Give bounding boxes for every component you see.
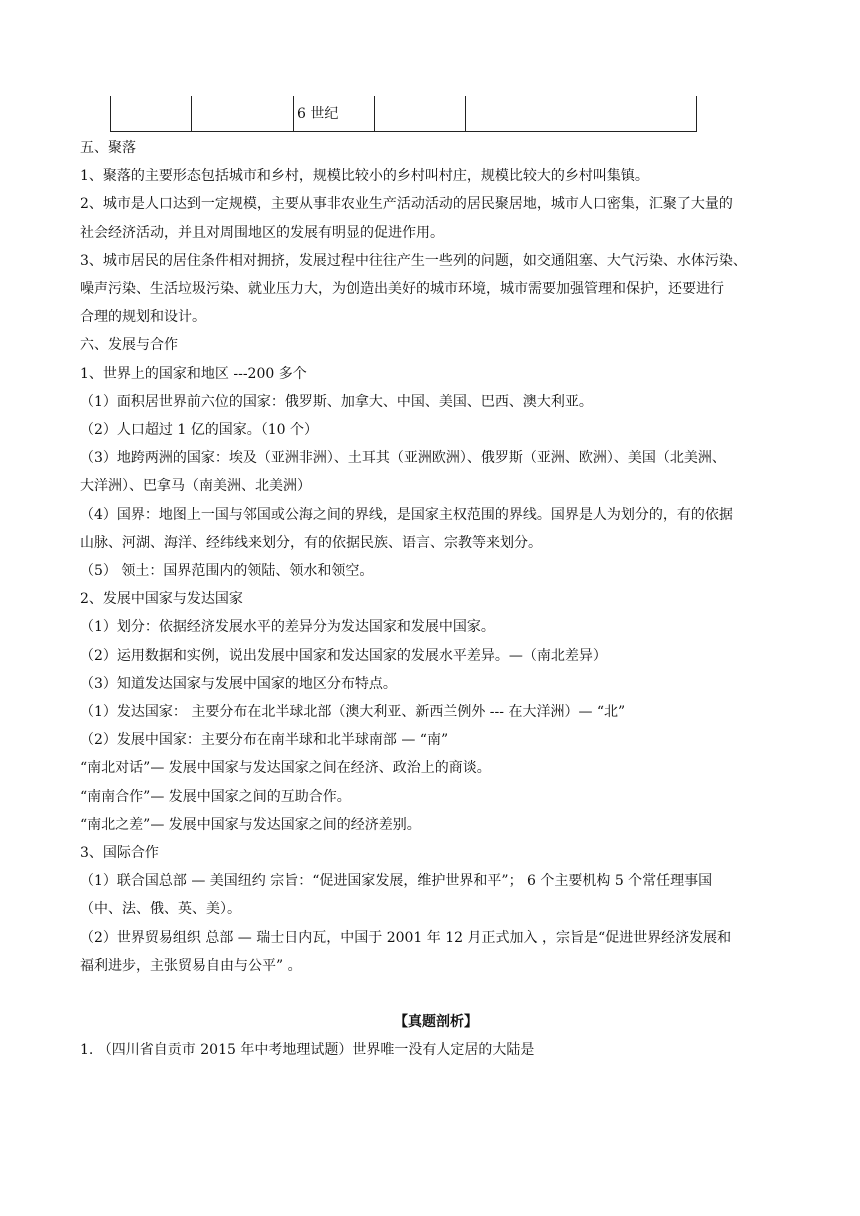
document-body	[80, 134, 792, 1065]
text-line: （中、法、俄、英、美）。	[80, 901, 241, 918]
text-line: （1）面积居世界前六位的国家：俄罗斯、加拿大、中国、美国、巴西、澳大利亚。	[80, 393, 593, 410]
text-line: 五、聚落	[80, 140, 136, 156]
table-fragment	[110, 96, 697, 132]
text-line: 六、发展与合作	[80, 337, 178, 354]
question-text: 1. （四川省自贡市 2015 年中考地理试题）世界唯一没有人定居的大陆是	[80, 1042, 535, 1059]
text-line: 2、城市是人口达到一定规模，主要从事非农业生产活动活动的居民聚居地，城市人口密集，汇聚了大量的	[80, 196, 733, 213]
text-line: 福利进步，主张贸易自由与公平” 。	[80, 957, 302, 974]
text-line: 1、世界上的国家和地区 ---200 多个	[80, 365, 307, 382]
text-line: 1、聚落的主要形态包括城市和乡村，规模比较小的乡村叫村庄，规模比较大的乡村叫集镇。	[80, 168, 649, 185]
text-line: （2）发展中国家：主要分布在南半球和北半球南部 — “南”	[80, 732, 449, 749]
text-line: 山脉、河湖、海洋、经纬线来划分，有的依据民族、语言、宗教等来划分。	[80, 534, 542, 551]
table-divider	[293, 96, 294, 131]
text-line: 2、发展中国家与发达国家	[80, 591, 243, 608]
text-line: “南北之差”— 发展中国家与发达国家之间的经济差别。	[80, 816, 421, 833]
text-line: （3）地跨两洲的国家：埃及（亚洲非洲）、土耳其（亚洲欧洲）、俄罗斯（亚洲、欧洲）、美国（北美洲、	[80, 450, 726, 467]
table-divider	[465, 96, 466, 131]
text-line: （5） 领土：国界范围内的领陆、领水和领空。	[80, 563, 374, 580]
text-line: 3、国际合作	[80, 845, 159, 862]
text-line: （1）划分：依据经济发展水平的差异分为发达国家和发展中国家。	[80, 619, 495, 636]
text-line: 合理的规划和设计。	[80, 309, 206, 326]
text-line: （4）国界：地图上一国与邻国或公海之间的界线，是国家主权范围的界线。国界是人为划分的，有的依据	[80, 506, 733, 523]
text-line: 社会经济活动，并且对周围地区的发展有明显的促进作用。	[80, 224, 444, 241]
text-line: 3、城市居民的居住条件相对拥挤，发展过程中往往产生一些列的问题，如交通阻塞、大气污染、水体污染、	[80, 252, 747, 269]
text-line: （2）人口超过 1 亿的国家。（10 个）	[80, 422, 318, 439]
section-heading: 【真题剖析】	[394, 1014, 478, 1031]
text-line: “南北对话”— 发展中国家与发达国家之间在经济、政治上的商谈。	[80, 760, 491, 777]
text-line: （2）运用数据和实例，说出发展中国家和发达国家的发展水平差异。—（南北差异）	[80, 647, 607, 664]
text-line: “南南合作”— 发展中国家之间的互助合作。	[80, 788, 351, 805]
text-line: （1）联合国总部 — 美国纽约 宗旨：“促进国家发展，维护世界和平”； 6 个主要机构 5 个常任理事国	[80, 873, 713, 890]
text-line: （3）知道发达国家与发展中国家的地区分布特点。	[80, 675, 397, 692]
table-divider	[374, 96, 375, 131]
text-line: （2）世界贸易组织 总部 — 瑞士日内瓦，中国于 2001 年 12 月正式加入 ，宗旨是“促进世界经济发展和	[80, 929, 732, 946]
text-line: 噪声污染、生活垃圾污染、就业压力大，为创造出美好的城市环境，城市需要加强管理和保护，还要进行	[80, 281, 724, 298]
table-cell: 6 世纪	[297, 106, 339, 122]
text-line: 大洋洲）、巴拿马（南美洲、北美洲）	[80, 478, 311, 495]
table-divider	[191, 96, 192, 131]
text-line: （1）发达国家： 主要分布在北半球北部（澳大利亚、新西兰例外 --- 在大洋洲）— “北”	[80, 704, 626, 721]
